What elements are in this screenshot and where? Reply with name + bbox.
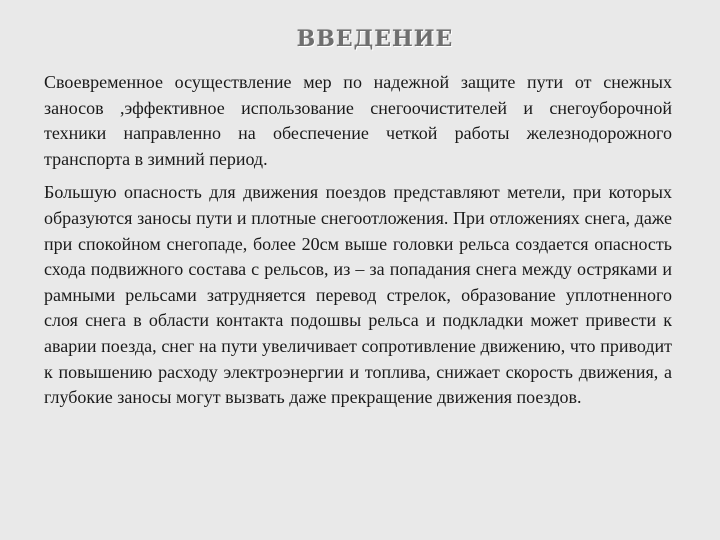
slide-title: ВВЕДЕНИЕ <box>296 26 454 52</box>
paragraph-intro: Своевременное осуществление мер по надежной защите пути от снежных заносов ,эффективное использование снегоочистителей и снегоуборочной техники направленно на обеспечение четкой работы железнодорожного транспорта в зимний период. <box>44 72 672 169</box>
paragraph-danger: Большую опасность для движения поездов представляют метели, при которых образуются заносы пути и плотные снегоотложения. При отложениях снега, даже при спокойном снегопаде, более 20см выше головки рельса создается опасность схода подвижного состава с рельсов, из – за попадания снега между остряками и рамными рельсами затрудняется перевод стрелок, образование уплотненного слоя снега в области контакта подошвы рельса и подкладки может привести к аварии поезда, снег на пути увеличивает сопротивление движению, что приводит к повышению расходу электроэнергии и топлива, снижает скорость движения, а глубокие заносы могут вызвать даже прекращение движения поездов. <box>44 182 672 408</box>
slide-body <box>44 70 672 411</box>
